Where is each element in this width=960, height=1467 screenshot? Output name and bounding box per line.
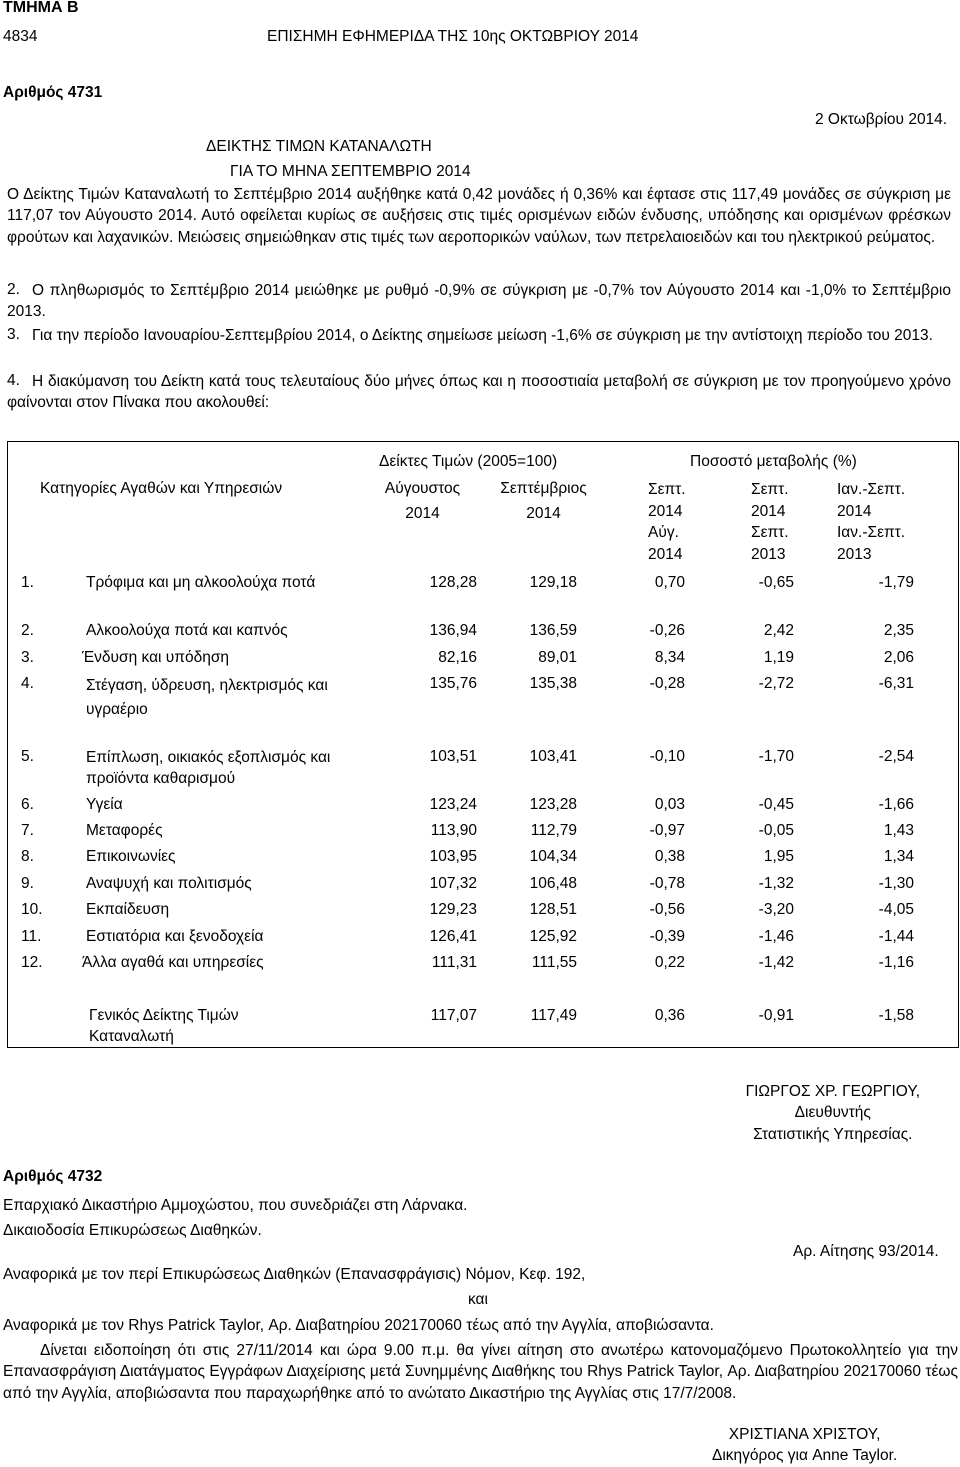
notice-number-2: Αριθμός 4732 (3, 1168, 103, 1185)
item-2-text: Ο πληθωρισμός το Σεπτέμβριο 2014 μειώθηκε με ρυθμό -0,9% σε σύγκριση με -0,7% τον Αύγουστο 2014 και -1,0% το Σεπτέμβριο 2013. (7, 282, 951, 320)
group-header-index: Δείκτες Τιμών (2005=100) (379, 453, 558, 470)
notice-paragraph: Δίνεται ειδοποίηση ότι στις 27/11/2014 και ώρα 9.00 π.μ. θα γίνει αίτηση στο ανωτέρω κατονομαζόμενο Πρωτοκολλητείο για την Επανασφράγιση Διατάγματος Εγγράφων Διαχείρισης μετά Συνημμένης Διαθήκης του Rhys Patrick Taylor, Αρ. Διαβατηρίου 202170060 τέως από την Αγγλία, αποβιώσαντα που παραχωρήθηκε από το ανώτατο Δικαστήριο της Αγγλίας στις 17/7/2008. (3, 1342, 958, 1402)
col-header-change-month: Σεπτ. 2014 Αύγ. 2014 (648, 481, 686, 563)
jurisdiction: Δικαιοδοσία Επικυρώσεως Διαθηκών. (3, 1222, 262, 1239)
paragraph-1: Ο Δείκτης Τιμών Καταναλωτή το Σεπτέμβριο 2014 αυξήθηκε κατά 0,42 μονάδες ή 0,36% και έφτασε στις 117,49 μονάδες σε σύγκριση με 117,07 τον Αύγουστο 2014. Αυτό οφείλεται κυρίως σε αυξήσεις στις τιμές ορισμένων ειδών ένδυσης, υπόδησης και ορισμένων φρέσκων φρούτων και λαχανικών. Μειώσεις σημειώθηκαν στις τιμές των αεροπορικών ναύλων, των πετρελαιοειδών και του ηλεκτρικού ρεύματος. (7, 186, 951, 246)
item-4-text: Η διακύμανση του Δείκτη κατά τους τελευταίους δύο μήνες όπως και η ποσοστιαία μεταβολή σε σύγκριση με τον προηγούμενο χρόνο φαίνονται στον Πίνακα που ακολουθεί: (7, 373, 951, 411)
signature-block-2 (712, 1424, 897, 1466)
notice-date: 2 Οκτωβρίου 2014. (815, 111, 948, 128)
col-header-change-year: Σεπτ. 2014 Σεπτ. 2013 (751, 481, 789, 563)
item-4-number: 4. (7, 372, 20, 389)
law-reference: Αναφορικά με τον περί Επικυρώσεως Διαθηκών (Επανασφράγισις) Νόμον, Κεφ. 192, (3, 1266, 586, 1283)
deceased-reference: Αναφορικά με τον Rhys Patrick Taylor, Αρ. Διαβατηρίου 202170060 τέως από την Αγγλία, αποβιώσαντα. (3, 1317, 714, 1334)
and-connector: και (468, 1291, 488, 1308)
signature-name-2: ΧΡΙΣΤΙΑΝΑ ΧΡΙΣΤΟΥ, (728, 1426, 881, 1443)
gazette-title: ΕΠΙΣΗΜΗ ΕΦΗΜΕΡΙΔΑ ΤΗΣ 10ης ΟΚΤΩΒΡΙΟΥ 2014 (267, 28, 639, 45)
item-3-text: Για την περίοδο Ιανουαρίου-Σεπτεμβρίου 2014, ο Δείκτης σημείωσε μείωση -1,6% σε σύγκριση με την αντίστοιχη περίοδο του 2013. (32, 327, 933, 344)
court-name: Επαρχιακό Δικαστήριο Αμμοχώστου, που συνεδριάζει στη Λάρνακα. (3, 1197, 468, 1214)
notice-number: Αριθμός 4731 (3, 84, 103, 101)
item-2-number: 2. (7, 281, 20, 298)
item-3-number: 3. (7, 326, 20, 343)
signature-role-2: Δικηγόρος για Anne Taylor. (712, 1447, 898, 1464)
section-label: ΤΜΗΜΑ Β (3, 0, 79, 16)
notice-subtitle: ΓΙΑ ΤΟ ΜΗΝΑ ΣΕΠΤΕΜΒΡΙΟ 2014 (230, 163, 471, 180)
group-header-change: Ποσοστό μεταβολής (%) (690, 453, 857, 470)
col-header-category: Κατηγορίες Αγαθών και Υπηρεσιών (40, 480, 283, 497)
application-number: Αρ. Αίτησης 93/2014. (793, 1243, 939, 1260)
col-header-september: Σεπτέμβριος 2014 (500, 480, 587, 523)
notice-title: ΔΕΙΚΤΗΣ ΤΙΜΩΝ ΚΑΤΑΝΑΛΩΤΗ (206, 138, 432, 155)
col-header-august: Αύγουστος 2014 (384, 480, 461, 523)
signature-name: ΓΙΩΡΓΟΣ ΧΡ. ΓΕΩΡΓΙΟΥ, (745, 1083, 920, 1100)
signature-org: Στατιστικής Υπηρεσίας. (753, 1125, 913, 1143)
signature-role: Διευθυντής (794, 1104, 871, 1122)
price-index-table: Δείκτες Τιμών (2005=100) Ποσοστό μεταβολής (%) Κατηγορίες Αγαθών και Υπηρεσιών Αύγουστος 2014 Σεπτέμβριος 2014 Σεπτ. 2014 Αύγ. 2014 Σεπτ. 2014 Σεπτ. 2013 Ιαν.-Σεπτ. 2014 Ιαν.-Σεπτ. 2013 1. Τρόφιμα και μη αλκοολούχα ποτά 128,28 129,18 0,70 -0,65 -1,79 2. Αλκοολούχα ποτά και καπνός 136,94 136,59 -0,26 2,42 2,35 3. Ένδυση και υπόδηση 82,16 89,01 8,34 1,19 2,06 4. Στέγαση, ύδρευση, ηλεκτρισμός και υγραέριο 135,76 135,38 -0,28 -2,72 -6,31 5. Επίπλωση, οικιακός εξοπλισμός και προϊόντα καθαρισμού 103,51 103,41 -0,10 -1,70 -2,54 6. Υγεία 123,24 123,28 0,03 -0,45 -1,66 7. Μεταφορές 113,90 112,79 -0,97 -0,05 1,43 8. Επικοινωνίες 103,95 104,34 0,38 1,95 1,34 9. Αναψυχή και πολιτισμός 107,32 106,48 -0,78 -1,32 -1,30 10. Εκπαίδευση 129,23 128,51 -0,56 -3,20 -4,05 11. Εστιατόρια και ξενοδοχεία 126,41 125,92 -0,39 -1,46 -1,44 12. Άλλα αγαθά και υπηρεσίες 111,31 111,55 0,22 -1,42 -1,16 Γενικός Δείκτης Τιμών Καταναλωτή 117,07 117,49 0,36 -0,91 -1,58 (7, 441, 959, 1048)
page-number: 4834 (3, 28, 38, 45)
signature-block (746, 1081, 920, 1145)
col-header-change-ytd: Ιαν.-Σεπτ. 2014 Ιαν.-Σεπτ. 2013 (837, 481, 906, 563)
